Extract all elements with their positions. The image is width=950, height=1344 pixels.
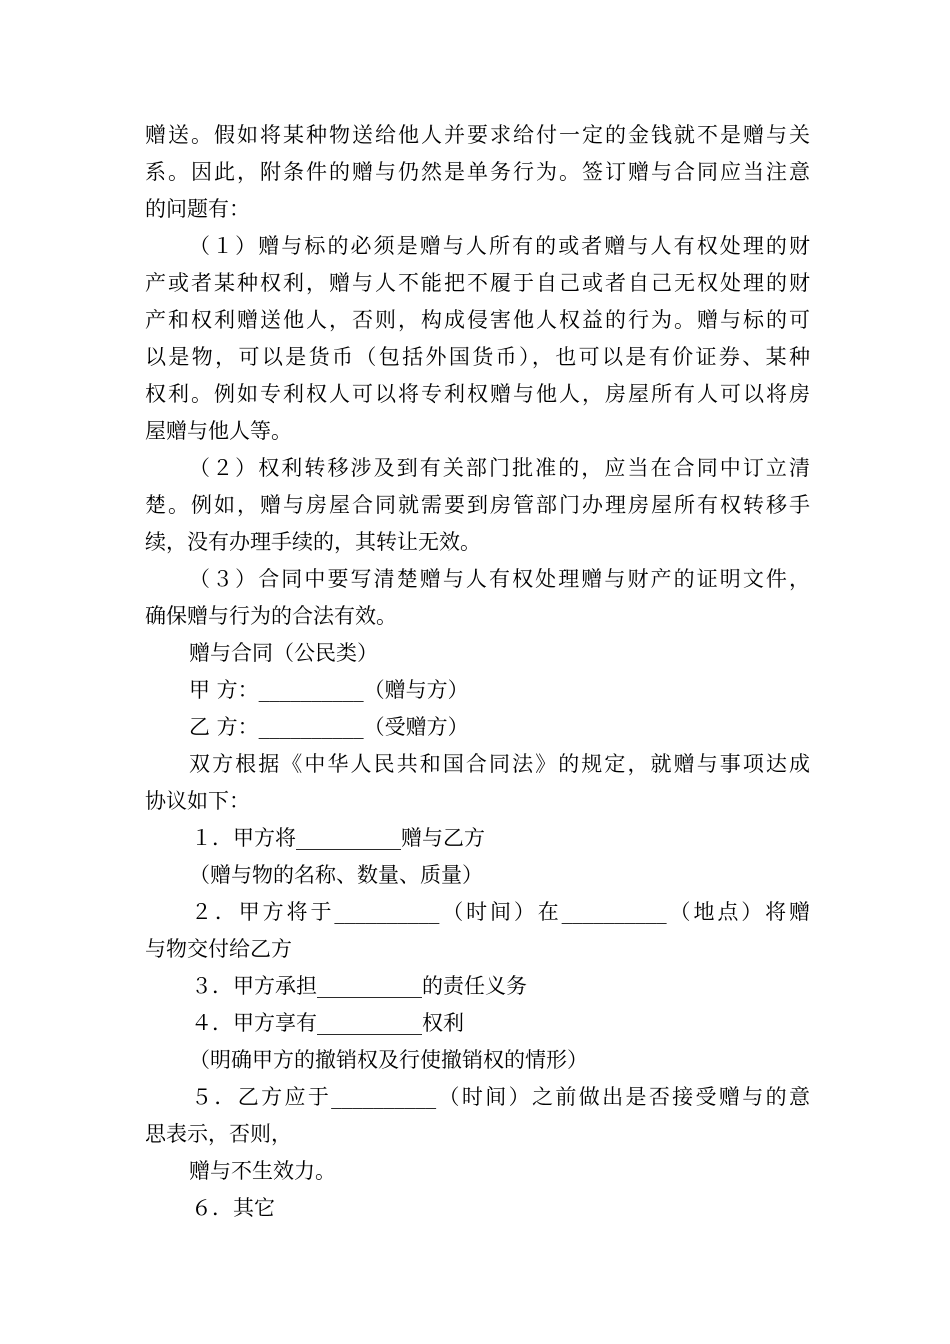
paragraph-line: 以是物，可以是货币（包括外国货币），也可以是有价证券、某种 [145, 345, 810, 369]
paragraph-line: 屋赠与他人等。 [145, 419, 292, 443]
paragraph-line: 赠与不生效力。 [189, 1159, 336, 1183]
contract-title: 赠与合同（公民类） [189, 641, 378, 665]
paragraph-line: 权利。例如专利权人可以将专利权赠与他人，房屋所有人可以将房 [145, 382, 810, 406]
party-b-line: 乙 方：__________（受赠方） [189, 715, 469, 739]
clause-line: ４．甲方享有__________权利 [191, 1011, 464, 1035]
paragraph-line: 与物交付给乙方 [145, 937, 292, 961]
paragraph-line: （１）赠与标的必须是赠与人所有的或者赠与人有权处理的财 [189, 234, 810, 258]
paragraph-line: 产和权利赠送他人，否则，构成侵害他人权益的行为。赠与标的可 [145, 308, 810, 332]
paragraph-line: 双方根据《中华人民共和国合同法》的规定，就赠与事项达成 [189, 752, 810, 776]
clause-note: （明确甲方的撤销权及行使撤销权的情形） [189, 1048, 588, 1072]
paragraph-line: （３）合同中要写清楚赠与人有权处理赠与财产的证明文件， [189, 567, 810, 591]
clause-note: （赠与物的名称、数量、质量） [189, 863, 483, 887]
paragraph-line: 楚。例如，赠与房屋合同就需要到房管部门办理房屋所有权转移手 [145, 493, 810, 517]
party-a-line: 甲 方：__________（赠与方） [189, 678, 469, 702]
clause-line: ２．甲方将于__________（时间）在__________（地点）将赠 [191, 900, 810, 924]
clause-line: ３．甲方承担__________的责任义务 [191, 974, 527, 998]
paragraph-line: 确保赠与行为的合法有效。 [145, 604, 397, 628]
clause-line: １．甲方将__________赠与乙方 [191, 826, 485, 850]
paragraph-line: 思表示，否则， [145, 1122, 292, 1146]
clause-line: ６．其它 [191, 1196, 275, 1220]
clause-line: ５．乙方应于__________（时间）之前做出是否接受赠与的意 [191, 1085, 810, 1109]
paragraph-line: 的问题有： [145, 197, 250, 221]
paragraph-line: 产或者某种权利，赠与人不能把不履于自己或者自己无权处理的财 [145, 271, 810, 295]
paragraph-line: 续，没有办理手续的，其转让无效。 [145, 530, 481, 554]
paragraph-line: （２）权利转移涉及到有关部门批准的，应当在合同中订立清 [189, 456, 810, 480]
paragraph-line: 赠送。假如将某种物送给他人并要求给付一定的金钱就不是赠与关 [145, 123, 810, 147]
paragraph-line: 协议如下： [145, 789, 250, 813]
paragraph-line: 系。因此，附条件的赠与仍然是单务行为。签订赠与合同应当注意 [145, 160, 810, 184]
